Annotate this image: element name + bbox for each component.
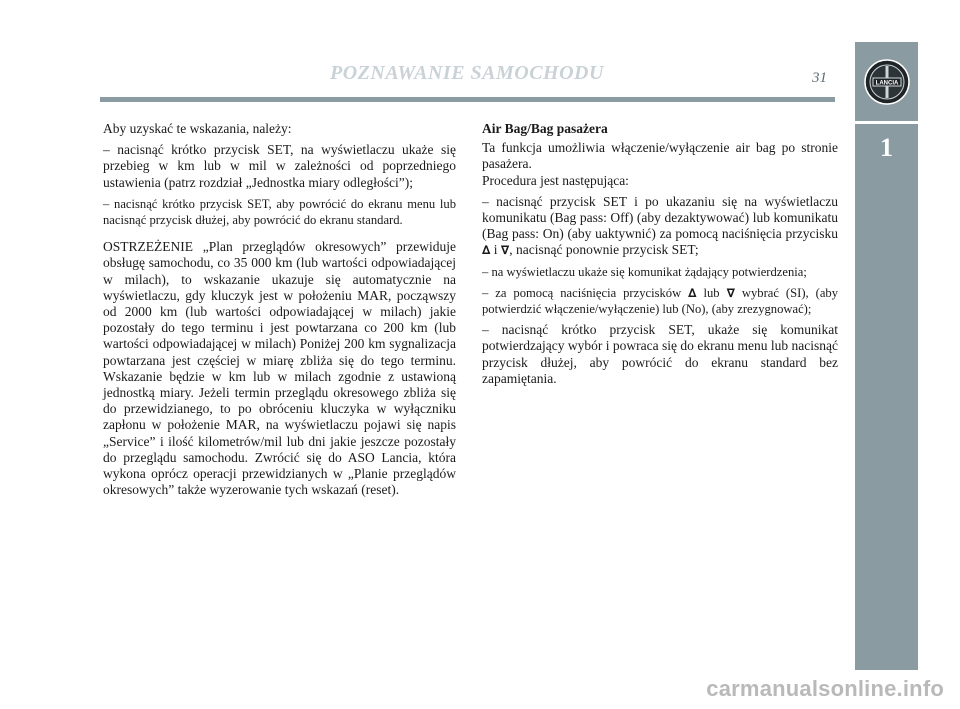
airbag-step-3-text-b: wybrać (SI), (aby potwierdzić włączenie/wyłączenie) lub (No), (aby zrezygnować);: [482, 285, 838, 317]
airbag-description: Ta funkcja umożliwia włączenie/wyłączenie air bag po stronie pasażera.: [482, 140, 838, 172]
airbag-step-3: [482, 285, 838, 317]
airbag-step-3-text-a: – za pomocą naciśnięcia przycisków: [482, 285, 682, 300]
airbag-heading: Air Bag/Bag pasażera: [482, 121, 608, 136]
right-column: [482, 121, 838, 392]
instruction-item-1: – nacisnąć krótko przycisk SET, na wyświetlaczu ukaże się przebieg w km lub w mil w zależności od poprzedniego ustawienia (patrz rozdział „Jednostka miary odległości”);: [103, 142, 456, 190]
up-triangle-icon: ∆: [688, 285, 697, 300]
airbag-step-1-text-mid: i: [493, 242, 498, 258]
page-number: 31: [812, 70, 827, 86]
procedure-intro: Procedura jest następująca:: [482, 172, 629, 188]
airbag-step-2: – na wyświetlaczu ukaże się komunikat żądający potwierdzenia;: [482, 264, 807, 279]
chapter-number: 1: [880, 133, 893, 162]
svg-text:LANCIA: LANCIA: [875, 80, 899, 87]
down-triangle-icon: ∇: [726, 285, 735, 300]
airbag-step-4: – nacisnąć krótko przycisk SET, ukaże się komunikat potwierdzający wybór i powraca się do ekranu menu lub nacisnąć przycisk dłużej, aby powrócić do ekranu standard bez zapamiętania.: [482, 322, 838, 386]
airbag-step-1-text-a: – nacisnąć przycisk SET i po ukazaniu się na wyświetlaczu komunikatu (Bag pass: Off) (aby dezaktywować) lub komunikatu (Bag pass: On) (aby uaktywnić) za pomocą naciśnięcia przycisku: [482, 193, 838, 242]
left-column: [103, 121, 456, 503]
airbag-step-1-text-b: , nacisnąć ponownie przycisk SET;: [509, 242, 699, 258]
header-rule: [100, 97, 835, 102]
airbag-step-1: [482, 194, 838, 259]
tab-divider: [855, 121, 918, 124]
service-warning-text: OSTRZEŻENIE „Plan przeglądów okresowych” przewiduje obsługę samochodu, co 35 000 km (lub wartości odpowiadającej w milach), to wskazanie ukazuje się automatycznie na wyświetlaczu, gdy kluczyk jest w położeniu MAR, począwszy od 2000 km (lub wartości odpowiadającej w milach) jakie pozostały do tego terminu i jest powtarzana co 200 km (lub wartości odpowiadającej w milach) Poniżej 200 km sygnalizacja powtarzana jest częściej w miarę zbliża się do tego terminu. Wskazanie będzie w km lub w milach zgodnie z ustawioną jednostką miary. Jeżeli termin przeglądu okresowego zbliża się do przewidzianego, to po obróceniu kluczyka w wyłączniku zapłonu w położenie MAR, na wyświetlaczu pojawi się napis „Service” i ilość kilometrów/mil lub dni jakie jeszcze pozostały do przeglądu samochodu. Zwrócić się do ASO Lancia, która wykona oprócz operacji przewidzianych w „Planie przeglądów okresowych” także wyzerowanie tych wskazań (reset).: [103, 239, 456, 498]
instruction-item-2: – nacisnąć krótko przycisk SET, aby powrócić do ekranu menu lub nacisnąć przycisk dłużej, aby powrócić do ekranu standard.: [103, 196, 456, 228]
down-triangle-icon: ∇: [500, 243, 510, 258]
lancia-logo-icon: [863, 58, 911, 106]
airbag-step-3-text-mid: lub: [703, 285, 720, 300]
watermark-text: carmanualsonline.info: [706, 676, 944, 701]
intro-text: Aby uzyskać te wskazania, należy:: [103, 121, 292, 136]
page-header-title: POZNAWANIE SAMOCHODU: [330, 62, 604, 84]
up-triangle-icon: ∆: [482, 243, 491, 258]
